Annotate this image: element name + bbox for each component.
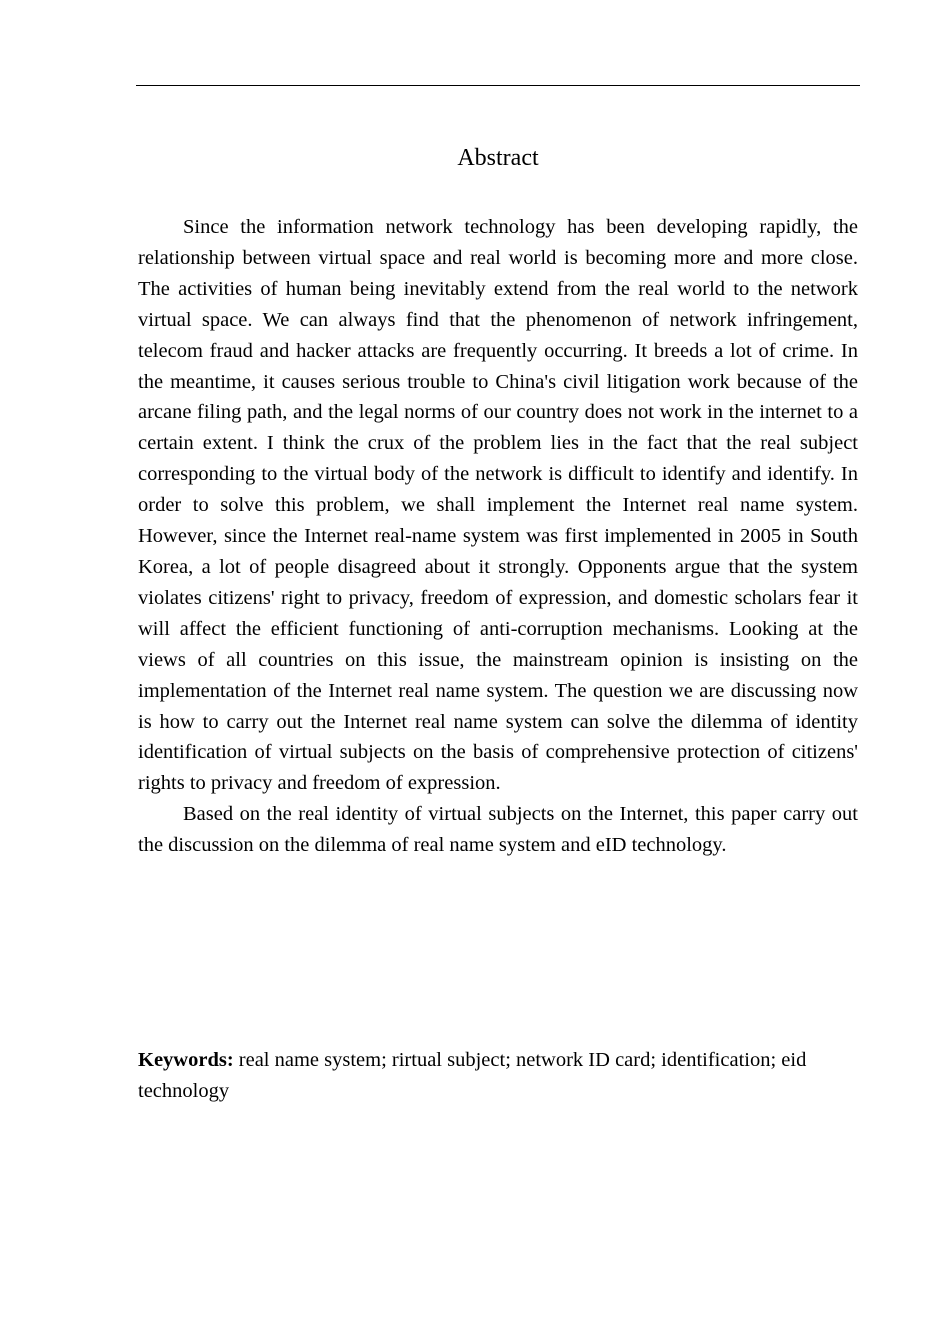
abstract-body (138, 212, 858, 861)
keywords-label: Keywords: (138, 1049, 234, 1071)
abstract-paragraph-1: Since the information network technology has been developing rapidly, the relationship between virtual space and real world is becoming more and more close. The activities of human being inevitably extend from the real world to the network virtual space. We can always find that the phenomenon of network infringement, telecom fraud and hacker attacks are frequently occurring. It breeds a lot of crime. In the meantime, it causes serious trouble to China's civil litigation work because of the arcane filing path, and the legal norms of our country does not work in the internet to a certain extent. I think the crux of the problem lies in the fact that the real subject corresponding to the virtual body of the network is difficult to identify and identify. In order to solve this problem, we shall implement the Internet real name system. However, since the Internet real-name system was first implemented in 2005 in South Korea, a lot of people disagreed about it strongly. Opponents argue that the system violates citizens' right to privacy, freedom of expression, and domestic scholars fear it will affect the efficient functioning of anti-corruption mechanisms. Looking at the views of all countries on this issue, the mainstream opinion is insisting on the implementation of the Internet real name system. The question we are discussing now is how to carry out the Internet real name system can solve the dilemma of identity identification of virtual subjects on the basis of comprehensive protection of citizens' rights to privacy and freedom of expression. (138, 216, 858, 795)
header-rule (136, 85, 860, 86)
keywords-line (138, 1045, 858, 1107)
abstract-paragraph-2: Based on the real identity of virtual subjects on the Internet, this paper carry out the discussion on the dilemma of real name system and eID technology. (138, 803, 858, 857)
abstract-title: Abstract (457, 145, 539, 171)
keywords-text: real name system; rirtual subject; network ID card; identification; eid technology (138, 1049, 807, 1102)
